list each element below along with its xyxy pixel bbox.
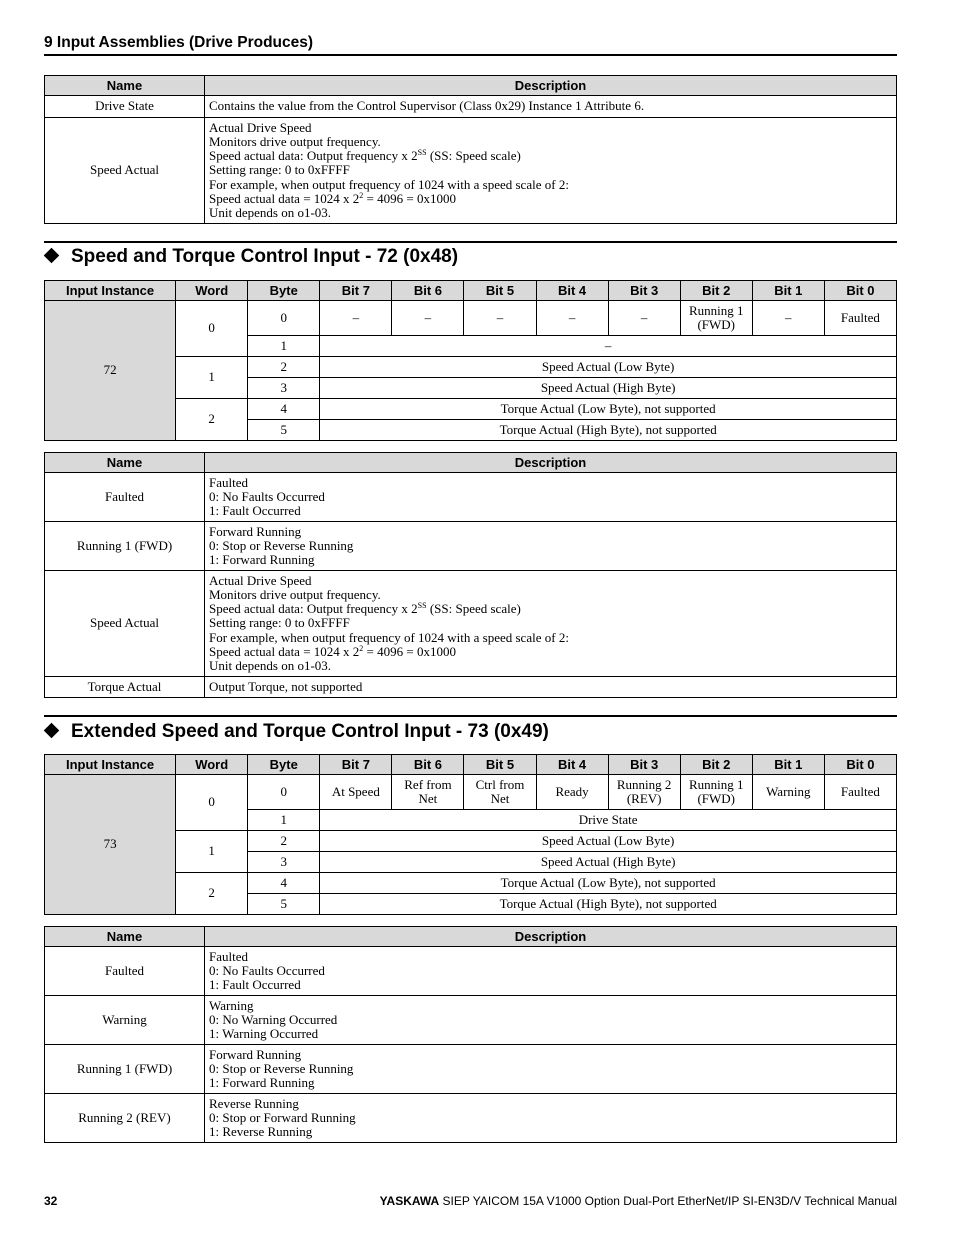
row-description xyxy=(205,473,897,522)
byte-content: Torque Actual (Low Byte), not supported xyxy=(320,399,897,420)
header-input-instance: Input Instance xyxy=(45,755,176,775)
superscript: SS xyxy=(417,148,427,158)
row-name: Torque Actual xyxy=(45,677,205,698)
table-row xyxy=(45,947,897,996)
bit0-cell: Faulted xyxy=(824,301,896,336)
desc-line: 1: Forward Running xyxy=(209,1075,315,1091)
header-word: Word xyxy=(176,755,248,775)
byte-content: Speed Actual (Low Byte) xyxy=(320,831,897,852)
name-header: Name xyxy=(45,76,205,96)
row-description: Contains the value from the Control Supervisor (Class 0x29) Instance 1 Attribute 6. xyxy=(205,96,897,118)
chapter-header: 9 Input Assemblies (Drive Produces) xyxy=(44,34,314,51)
desc-line: For example, when output frequency of 1024 with a speed scale of 2: xyxy=(209,176,569,192)
desc-text: Speed actual data: Output frequency x 2 xyxy=(209,148,418,164)
section-title-text: Extended Speed and Torque Control Input - 73 (0x49) xyxy=(71,721,549,742)
row-description xyxy=(205,1094,897,1143)
word-cell: 1 xyxy=(176,831,248,873)
word-cell: 2 xyxy=(176,399,248,441)
table-row xyxy=(45,96,897,118)
byte-cell: 1 xyxy=(248,810,320,831)
drive-state-table xyxy=(44,75,897,224)
bit1-cell: Warning xyxy=(752,775,824,810)
bit5-cell: Ctrl from Net xyxy=(464,775,536,810)
table-row xyxy=(45,1094,897,1143)
desc-line: Setting range: 0 to 0xFFFF xyxy=(209,162,350,178)
header-bit0: Bit 0 xyxy=(824,281,896,301)
desc-line: 1: Reverse Running xyxy=(209,1124,313,1140)
byte-cell: 2 xyxy=(248,831,320,852)
row-description xyxy=(205,571,897,677)
desc-text: Speed actual data = 1024 x 2 xyxy=(209,190,360,206)
byte-cell: 0 xyxy=(248,301,320,336)
word-cell: 2 xyxy=(176,873,248,915)
page-number: 32 xyxy=(44,1194,58,1208)
byte-content: Speed Actual (High Byte) xyxy=(320,378,897,399)
diamond-icon xyxy=(44,248,60,264)
row-name: Drive State xyxy=(45,96,205,118)
instance-cell: 73 xyxy=(45,775,176,915)
row-description xyxy=(205,996,897,1045)
byte-content: Torque Actual (Low Byte), not supported xyxy=(320,873,897,894)
bit6-cell: Ref from Net xyxy=(392,775,464,810)
desc-line: Actual Drive Speed xyxy=(209,572,312,588)
header-byte: Byte xyxy=(248,281,320,301)
desc-line: 0: Stop or Forward Running xyxy=(209,1109,356,1125)
table-row xyxy=(45,996,897,1045)
desc-line: Faulted xyxy=(209,948,248,964)
table-row xyxy=(45,118,897,224)
header-bit2: Bit 2 xyxy=(680,281,752,301)
byte-cell: 3 xyxy=(248,852,320,873)
row-name: Speed Actual xyxy=(45,571,205,677)
header-bit6: Bit 6 xyxy=(392,755,464,775)
manual-title: SIEP YAICOM 15A V1000 Option Dual-Port EtherNet/IP SI-EN3D/V Technical Manual xyxy=(439,1194,897,1208)
bit2-cell: Running 1 (FWD) xyxy=(680,775,752,810)
header-byte: Byte xyxy=(248,755,320,775)
footer-title xyxy=(380,1194,897,1208)
row-name: Running 1 (FWD) xyxy=(45,1045,205,1094)
superscript: 2 xyxy=(359,643,364,653)
desc-line xyxy=(209,602,892,616)
byte-cell: 0 xyxy=(248,775,320,810)
header-bit1: Bit 1 xyxy=(752,281,824,301)
header-bit5: Bit 5 xyxy=(464,755,536,775)
word-cell: 1 xyxy=(176,357,248,399)
desc-line: For example, when output frequency of 1024 with a speed scale of 2: xyxy=(209,629,569,645)
row-description xyxy=(205,522,897,571)
desc-line: 1: Fault Occurred xyxy=(209,977,301,993)
description-73-table xyxy=(44,926,897,1143)
desc-line: Setting range: 0 to 0xFFFF xyxy=(209,615,350,631)
desc-line: 1: Forward Running xyxy=(209,552,315,568)
bit7-cell: At Speed xyxy=(320,775,392,810)
section-title-text: Speed and Torque Control Input - 72 (0x48) xyxy=(71,246,459,267)
desc-line: Unit depends on o1-03. xyxy=(209,658,332,673)
table-row xyxy=(45,1045,897,1094)
table-row xyxy=(45,571,897,677)
description-header: Description xyxy=(205,927,897,947)
desc-text: Speed actual data = 1024 x 2 xyxy=(209,643,360,659)
byte-content: Speed Actual (Low Byte) xyxy=(320,357,897,378)
header-word: Word xyxy=(176,281,248,301)
row-description xyxy=(205,118,897,224)
section-title-72 xyxy=(44,246,458,268)
desc-line: 1: Fault Occurred xyxy=(209,503,301,519)
header-bit3: Bit 3 xyxy=(608,755,680,775)
table-row xyxy=(45,522,897,571)
section-rule xyxy=(44,241,897,243)
byte-cell: 4 xyxy=(248,873,320,894)
desc-text: (SS: Speed scale) xyxy=(426,601,521,617)
table-row xyxy=(45,775,897,810)
header-input-instance: Input Instance xyxy=(45,281,176,301)
description-72-table xyxy=(44,452,897,698)
row-name: Faulted xyxy=(45,473,205,522)
byte-cell: 2 xyxy=(248,357,320,378)
header-bit6: Bit 6 xyxy=(392,281,464,301)
header-bit2: Bit 2 xyxy=(680,755,752,775)
row-description xyxy=(205,947,897,996)
bit7-cell: – xyxy=(320,301,392,336)
desc-line xyxy=(209,149,892,163)
instance-72-table xyxy=(44,280,897,441)
desc-line: 1: Warning Occurred xyxy=(209,1026,319,1042)
desc-line: 0: Stop or Reverse Running xyxy=(209,537,354,553)
superscript: SS xyxy=(417,601,427,611)
desc-line: Reverse Running xyxy=(209,1095,299,1111)
desc-line: Forward Running xyxy=(209,1046,302,1062)
desc-text: = 4096 = 0x1000 xyxy=(363,643,456,659)
section-rule xyxy=(44,715,897,717)
bit6-cell: – xyxy=(392,301,464,336)
instance-73-table xyxy=(44,754,897,915)
desc-text: Speed actual data: Output frequency x 2 xyxy=(209,601,418,617)
bit3-cell: Running 2 (REV) xyxy=(608,775,680,810)
desc-line: 0: No Faults Occurred xyxy=(209,488,325,504)
desc-line: Unit depends on o1-03. xyxy=(209,205,332,220)
header-bit1: Bit 1 xyxy=(752,755,824,775)
row-name: Warning xyxy=(45,996,205,1045)
header-bit7: Bit 7 xyxy=(320,755,392,775)
byte-cell: 5 xyxy=(248,420,320,441)
header-bit5: Bit 5 xyxy=(464,281,536,301)
header-bit0: Bit 0 xyxy=(824,755,896,775)
desc-text: = 4096 = 0x1000 xyxy=(363,190,456,206)
superscript: 2 xyxy=(359,190,364,200)
row-name: Running 2 (REV) xyxy=(45,1094,205,1143)
bit2-cell: Running 1 (FWD) xyxy=(680,301,752,336)
table-row xyxy=(45,677,897,698)
bit0-cell: Faulted xyxy=(824,775,896,810)
desc-line: 0: No Warning Occurred xyxy=(209,1011,338,1027)
byte-content: – xyxy=(320,336,897,357)
name-header: Name xyxy=(45,927,205,947)
byte-cell: 3 xyxy=(248,378,320,399)
header-rule xyxy=(44,54,897,56)
byte-content: Speed Actual (High Byte) xyxy=(320,852,897,873)
brand-name: YASKAWA xyxy=(379,1194,440,1208)
byte-cell: 5 xyxy=(248,894,320,915)
desc-line: Monitors drive output frequency. xyxy=(209,586,381,602)
byte-cell: 1 xyxy=(248,336,320,357)
bit4-cell: – xyxy=(536,301,608,336)
desc-line: Warning xyxy=(209,997,254,1013)
bit3-cell: – xyxy=(608,301,680,336)
header-bit3: Bit 3 xyxy=(608,281,680,301)
desc-line: Actual Drive Speed xyxy=(209,119,312,135)
desc-line xyxy=(209,645,892,659)
table-row xyxy=(45,473,897,522)
desc-line: Faulted xyxy=(209,474,248,490)
header-bit7: Bit 7 xyxy=(320,281,392,301)
desc-line: Monitors drive output frequency. xyxy=(209,133,381,149)
byte-content: Torque Actual (High Byte), not supported xyxy=(320,894,897,915)
desc-text: (SS: Speed scale) xyxy=(426,148,521,164)
row-name: Faulted xyxy=(45,947,205,996)
diamond-icon xyxy=(44,723,60,739)
byte-content: Drive State xyxy=(320,810,897,831)
instance-cell: 72 xyxy=(45,301,176,441)
byte-content: Torque Actual (High Byte), not supported xyxy=(320,420,897,441)
table-row xyxy=(45,301,897,336)
description-header: Description xyxy=(205,76,897,96)
name-header: Name xyxy=(45,453,205,473)
desc-line xyxy=(209,192,892,206)
header-bit4: Bit 4 xyxy=(536,281,608,301)
row-description: Output Torque, not supported xyxy=(205,677,897,698)
desc-line: Forward Running xyxy=(209,523,302,539)
byte-cell: 4 xyxy=(248,399,320,420)
bit4-cell: Ready xyxy=(536,775,608,810)
word-cell: 0 xyxy=(176,301,248,357)
desc-line: 0: Stop or Reverse Running xyxy=(209,1060,354,1076)
row-name: Speed Actual xyxy=(45,118,205,224)
header-bit4: Bit 4 xyxy=(536,755,608,775)
bit1-cell: – xyxy=(752,301,824,336)
row-name: Running 1 (FWD) xyxy=(45,522,205,571)
word-cell: 0 xyxy=(176,775,248,831)
bit5-cell: – xyxy=(464,301,536,336)
description-header: Description xyxy=(205,453,897,473)
section-title-73 xyxy=(44,721,549,743)
row-description xyxy=(205,1045,897,1094)
desc-line: 0: No Faults Occurred xyxy=(209,962,325,978)
